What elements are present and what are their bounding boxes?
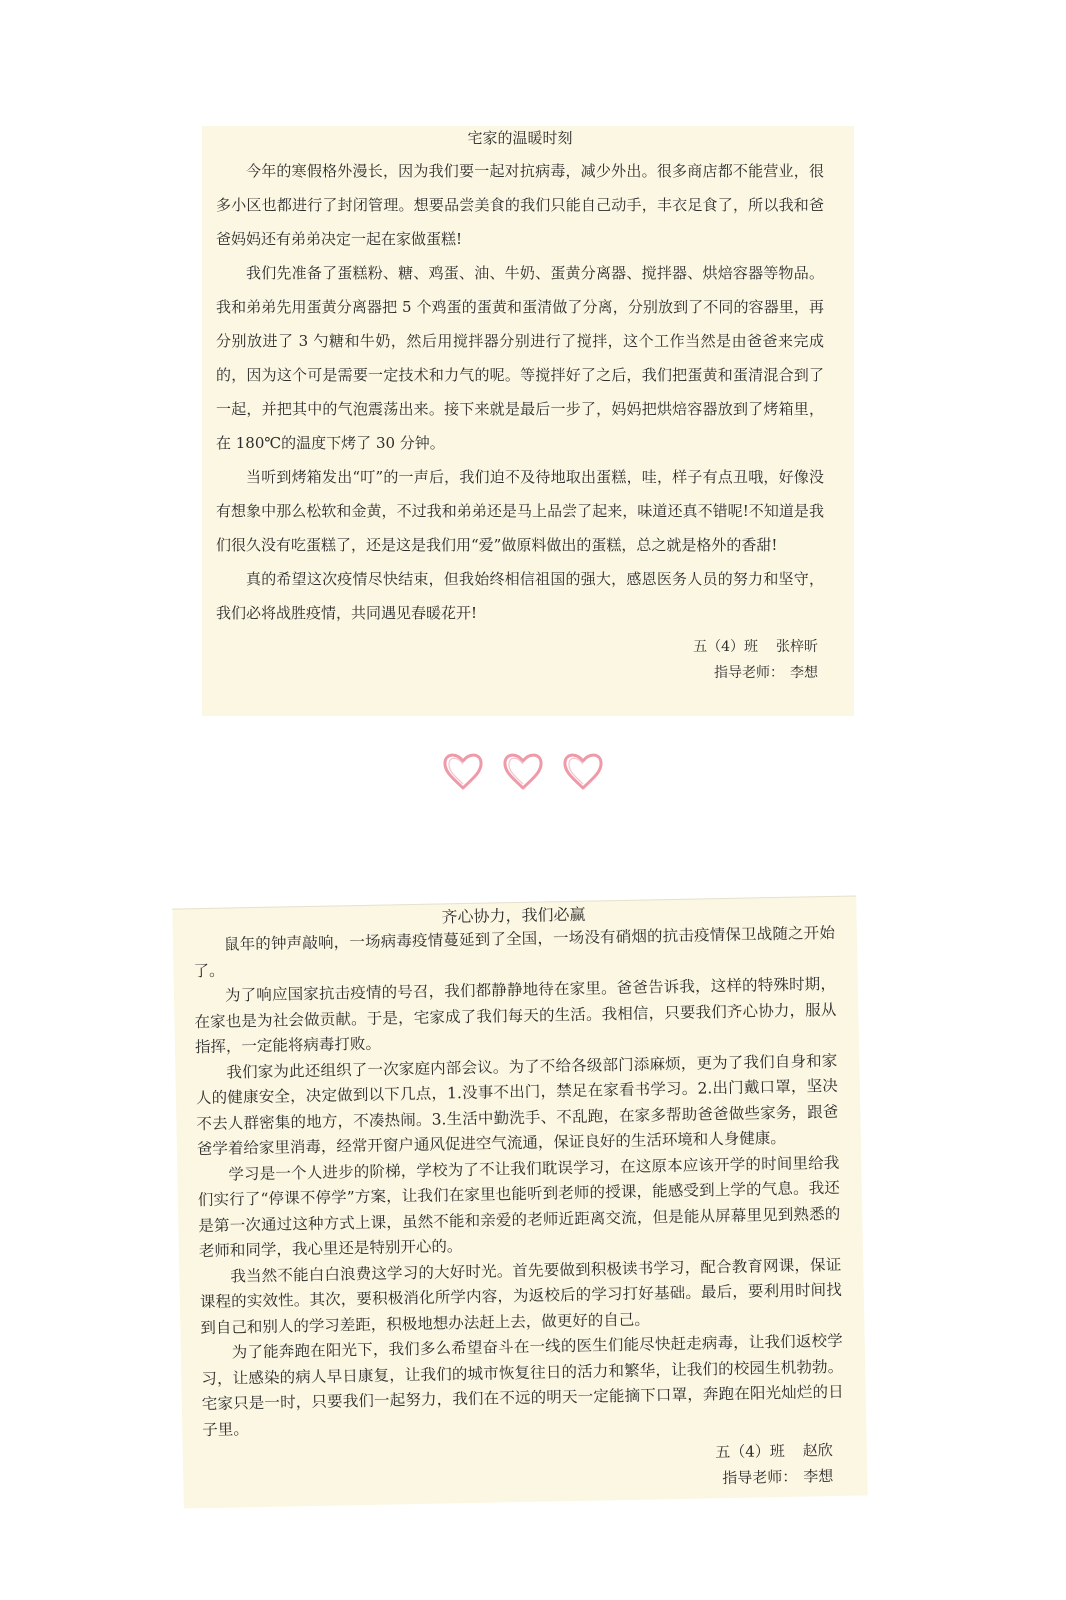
essay-paragraph: 当听到烤箱发出“叮”的一声后，我们迫不及待地取出蛋糕，哇，样子有点丑哦，好像没有想象中那么松软和金黄，不过我和弟弟还是马上品尝了起来，味道还真不错呢!不知道是我们很久没有吃蛋糕了，还是这是我们用“爱”做原料做出的蛋糕，总之就是格外的香甜! (216, 468, 824, 554)
teacher-name: 李想 (803, 1467, 834, 1486)
essay-signature (203, 1437, 846, 1501)
heart-outline-icon (560, 748, 606, 794)
class-label: 五（4）班 (715, 1441, 785, 1462)
essay-paragraph: 鼠年的钟声敲响，一场病毒疫情蔓延到了全国，一场没有硝烟的抗击疫情保卫战随之开始了。 (193, 923, 836, 980)
class-label: 五（4）班 (693, 639, 758, 655)
essay-paragraph: 今年的寒假格外漫长，因为我们要一起对抗病毒，减少外出。很多商店都不能营业，很多小区也都进行了封闭管理。想要品尝美食的我们只能自己动手，丰衣足食了，所以我和爸爸妈妈还有弟弟决定一起在家做蛋糕! (216, 162, 824, 248)
teacher-label: 指导老师： (714, 665, 784, 681)
essay-title: 宅家的温暖时刻 (467, 129, 573, 147)
essay-paragraph: 学习是一个人进步的阶梯，学校为了不让我们耽误学习，在这原本应该开学的时间里给我们实行了“停课不停学”方案，让我们在家里也能听到老师的授课，能感受到上学的气息。我还是第一次通过这种方式上课，虽然不能和亲爱的老师近距离交流，但是能从屏幕里见到熟悉的老师和同学，我心里还是特别开心的。 (197, 1153, 841, 1261)
essay-paragraph: 我们先准备了蛋糕粉、糖、鸡蛋、油、牛奶、蛋黄分离器、搅拌器、烘焙容器等物品。我和弟弟先用蛋黄分离器把 5 个鸡蛋的蛋黄和蛋清做了分离，分别放到了不同的容器里，再分别放进了 3 勺糖和牛奶，然后用搅拌器分别进行了搅拌，这个工作当然是由爸爸来完成的，因为这个可是需要一定技术和力气的呢。等搅拌好了之后，我们把蛋黄和蛋清混合到了一起，并把其中的气泡震荡出来。接下来就是最后一步了，妈妈把烘焙容器放到了烤箱里，在 180℃的温度下烤了 30 分钟。 (216, 264, 824, 452)
essay-paragraph: 真的希望这次疫情尽快结束，但我始终相信祖国的强大，感恩医务人员的努力和坚守，我们必将战胜疫情，共同遇见春暖花开! (216, 570, 824, 622)
heart-outline-icon (500, 748, 546, 794)
author-line (216, 634, 818, 660)
essay-card-1 (202, 126, 854, 716)
author-name: 张梓昕 (776, 639, 818, 655)
essay-signature (216, 634, 824, 686)
essay-paragraph: 我们家为此还组织了一次家庭内部会议。为了不给各级部门添麻烦，更为了我们自身和家人的健康安全，决定做到以下几点，1.没事不出门，禁足在家看书学习。2.出门戴口罩，坚决不去人群密集的地方，不凑热闹。3.生活中勤洗手、不乱跑，在家多帮助爸爸做些家务，跟爸爸学着给家里消毒，经常开窗户通风促进空气流通，保证良好的生活环境和人身健康。 (195, 1051, 839, 1159)
essay-paragraph: 为了能奔跑在阳光下，我们多么希望奋斗在一线的医生们能尽快赶走病毒，让我们返校学习，让感染的病人早日康复，让我们的城市恢复往日的活力和繁华，让我们的校园生机勃勃。宅家只是一时，只要我们一起努力，我们在不远的明天一定能摘下口罩，奔跑在阳光灿烂的日子里。 (201, 1331, 844, 1439)
hearts-divider (440, 748, 610, 794)
author-name: 赵欣 (802, 1441, 833, 1460)
essay-title: 齐心协力，我们必赢 (441, 904, 586, 927)
teacher-line (216, 660, 818, 686)
heart-outline-icon (440, 748, 486, 794)
essay-card-2 (172, 895, 867, 1508)
teacher-label: 指导老师： (722, 1467, 798, 1488)
teacher-name: 李想 (790, 665, 818, 681)
essay-paragraph: 为了响应国家抗击疫情的号召，我们都静静地待在家里。爸爸告诉我，这样的特殊时期，在家也是为社会做贡献。于是，宅家成了我们每天的生活。我相信，只要我们齐心协力，服从指挥，一定能将病毒打败。 (194, 974, 837, 1057)
essay-paragraph: 我当然不能白白浪费这学习的大好时光。首先要做到积极读书学习，配合教育网课，保证课程的实效性。其次，要积极消化所学内容，为返校后的学习打好基础。最后，要利用时间找到自己和别人的学习差距，积极地想办法赶上去，做更好的自己。 (199, 1255, 842, 1337)
